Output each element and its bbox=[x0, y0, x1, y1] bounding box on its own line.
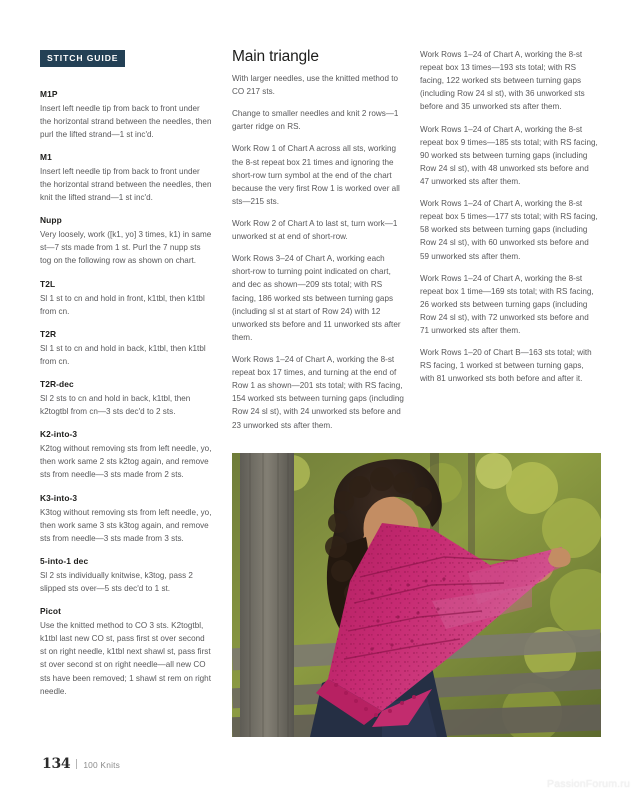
stitch-desc-nupp: Very loosely, work ([k1, yo] 3 times, k1) in same st—7 sts made from 1 st. Purl the 7 nupp sts tog on the following row as shown on chart. bbox=[40, 230, 212, 266]
continuation-paragraph-5: Work Rows 1–20 of Chart B—163 sts total; with RS facing, 1 worked st between turning gaps, with 81 unworked sts both before and after it. bbox=[420, 348, 592, 384]
project-photo-illustration bbox=[232, 453, 601, 737]
stitch-term-5-into-1-dec: 5-into-1 dec bbox=[40, 555, 89, 566]
stitch-term-picot: Picot bbox=[40, 606, 61, 617]
stitch-desc-picot: Use the knitted method to CO 3 sts. K2togtbl, k1tbl last new CO st, pass first st over second st on right needle, k1tbl next shawl st, pass first st over second st on right needle—all new CO sts have been removed; 1 shawl st rem on right needle. bbox=[40, 621, 211, 696]
continuation-column bbox=[420, 48, 598, 395]
stitch-term-t2l: T2L bbox=[40, 278, 56, 289]
stitch-term-k2-into-3: K2-into-3 bbox=[40, 429, 78, 440]
continuation-paragraph-2: Work Rows 1–24 of Chart A, working the 8-st repeat box 9 times—185 sts total; with RS facing, 90 worked sts between turning gaps (including Row 24 sl st), with 48 unworked sts before and 47 unworked sts after them. bbox=[420, 124, 598, 186]
stitch-desc-t2r-dec: Sl 2 sts to cn and hold in back, k1tbl, then k2togtbl from cn—3 sts dec'd to 2 sts. bbox=[40, 394, 191, 417]
stitch-term-t2r-dec: T2R-dec bbox=[40, 379, 74, 390]
continuation-paragraph-1: Work Rows 1–24 of Chart A, working the 8-st repeat box 13 times—193 sts total; with RS facing, 122 worked sts between turning gaps (including Row 24 sl st), with 36 unworked sts before and 35 unworked sts after them. bbox=[420, 50, 585, 112]
stitch-desc-k3-into-3: K3tog without removing sts from left needle, yo, then work same 3 sts k3tog again, and remove sts from needle—3 sts made from 3 sts. bbox=[40, 507, 212, 543]
site-watermark: PassionForum.ru bbox=[547, 778, 630, 790]
main-triangle-paragraph-6: Work Rows 1–24 of Chart A, working the 8-st repeat box 17 times, and turning at the end of Row 1 as shown—201 sts total; with RS facing, 154 worked sts between turning gaps (including Row 24 sl st), with 24 unworked sts before and 23 unworked sts after them. bbox=[232, 354, 404, 430]
continuation-paragraph-3: Work Rows 1–24 of Chart A, working the 8-st repeat box 5 times—177 sts total; with RS facing, 58 worked sts between turning gaps (including Row 24 sl st), with 60 unworked sts before and 59 unworked sts after them. bbox=[420, 199, 598, 261]
stitch-desc-k2-into-3: K2tog without removing sts from left needle, yo, then work same 2 sts k2tog again, and remove sts from needle—3 sts made from 2 sts. bbox=[40, 444, 212, 480]
book-title: 100 Knits bbox=[83, 760, 121, 770]
stitch-guide-badge: STITCH GUIDE bbox=[40, 50, 125, 67]
stitch-desc-t2r: Sl 1 st to cn and hold in back, k1tbl, then k1tbl from cn. bbox=[40, 343, 206, 366]
main-triangle-paragraph-5: Work Rows 3–24 of Chart A, working each short-row to turning point indicated on chart, and dec as shown—209 sts total; with RS facing, 186 worked sts between turning gaps (including sl st at start of Row 24) with 12 unworked sts before and 11 unworked sts after them. bbox=[232, 254, 401, 342]
footer-divider bbox=[76, 759, 77, 769]
stitch-guide-column bbox=[40, 48, 212, 700]
page-footer bbox=[42, 756, 120, 772]
stitch-desc-t2l: Sl 1 st to cn and hold in front, k1tbl, then k1tbl from cn. bbox=[40, 293, 205, 316]
main-triangle-paragraph-3: Work Row 1 of Chart A across all sts, working the 8-st repeat box 21 times and ignoring the short-row turn symbol at the end of the chart because the very first Row 1 is worked over all sts—215 sts. bbox=[232, 144, 400, 206]
main-triangle-paragraph-1: With larger needles, use the knitted method to CO 217 sts. bbox=[232, 74, 399, 97]
stitch-term-m1: M1 bbox=[40, 151, 52, 162]
project-photo bbox=[232, 453, 601, 737]
stitch-desc-m1p: Insert left needle tip from back to front under the horizontal strand between the needles, then purl the lifted strand—1 st inc'd. bbox=[40, 103, 212, 139]
continuation-paragraph-4: Work Rows 1–24 of Chart A, working the 8-st repeat box 1 time—169 sts total; with RS facing, 26 worked sts between turning gaps (including Row 24 sl st), with 72 unworked sts before and 71 unworked sts after them. bbox=[420, 273, 594, 336]
section-title-main-triangle: Main triangle bbox=[232, 48, 319, 65]
page-number: 134 bbox=[42, 756, 71, 772]
stitch-term-m1p: M1P bbox=[40, 88, 58, 99]
stitch-term-nupp: Nupp bbox=[40, 215, 62, 226]
main-triangle-paragraph-2: Change to smaller needles and knit 2 rows—1 garter ridge on RS. bbox=[232, 109, 399, 132]
main-triangle-column bbox=[232, 48, 404, 441]
stitch-term-k3-into-3: K3-into-3 bbox=[40, 492, 78, 503]
stitch-desc-m1: Insert left needle tip from back to front under the horizontal strand between the needles, then knit the lifted strand—1 st inc'd. bbox=[40, 166, 212, 203]
stitch-desc-5-into-1-dec: Sl 2 sts individually knitwise, k3tog, pass 2 slipped sts over—5 sts dec'd to 1 st. bbox=[40, 570, 193, 593]
main-triangle-paragraph-4: Work Row 2 of Chart A to last st, turn work—1 unworked st at end of short-row. bbox=[232, 218, 398, 242]
stitch-term-t2r: T2R bbox=[40, 328, 57, 339]
